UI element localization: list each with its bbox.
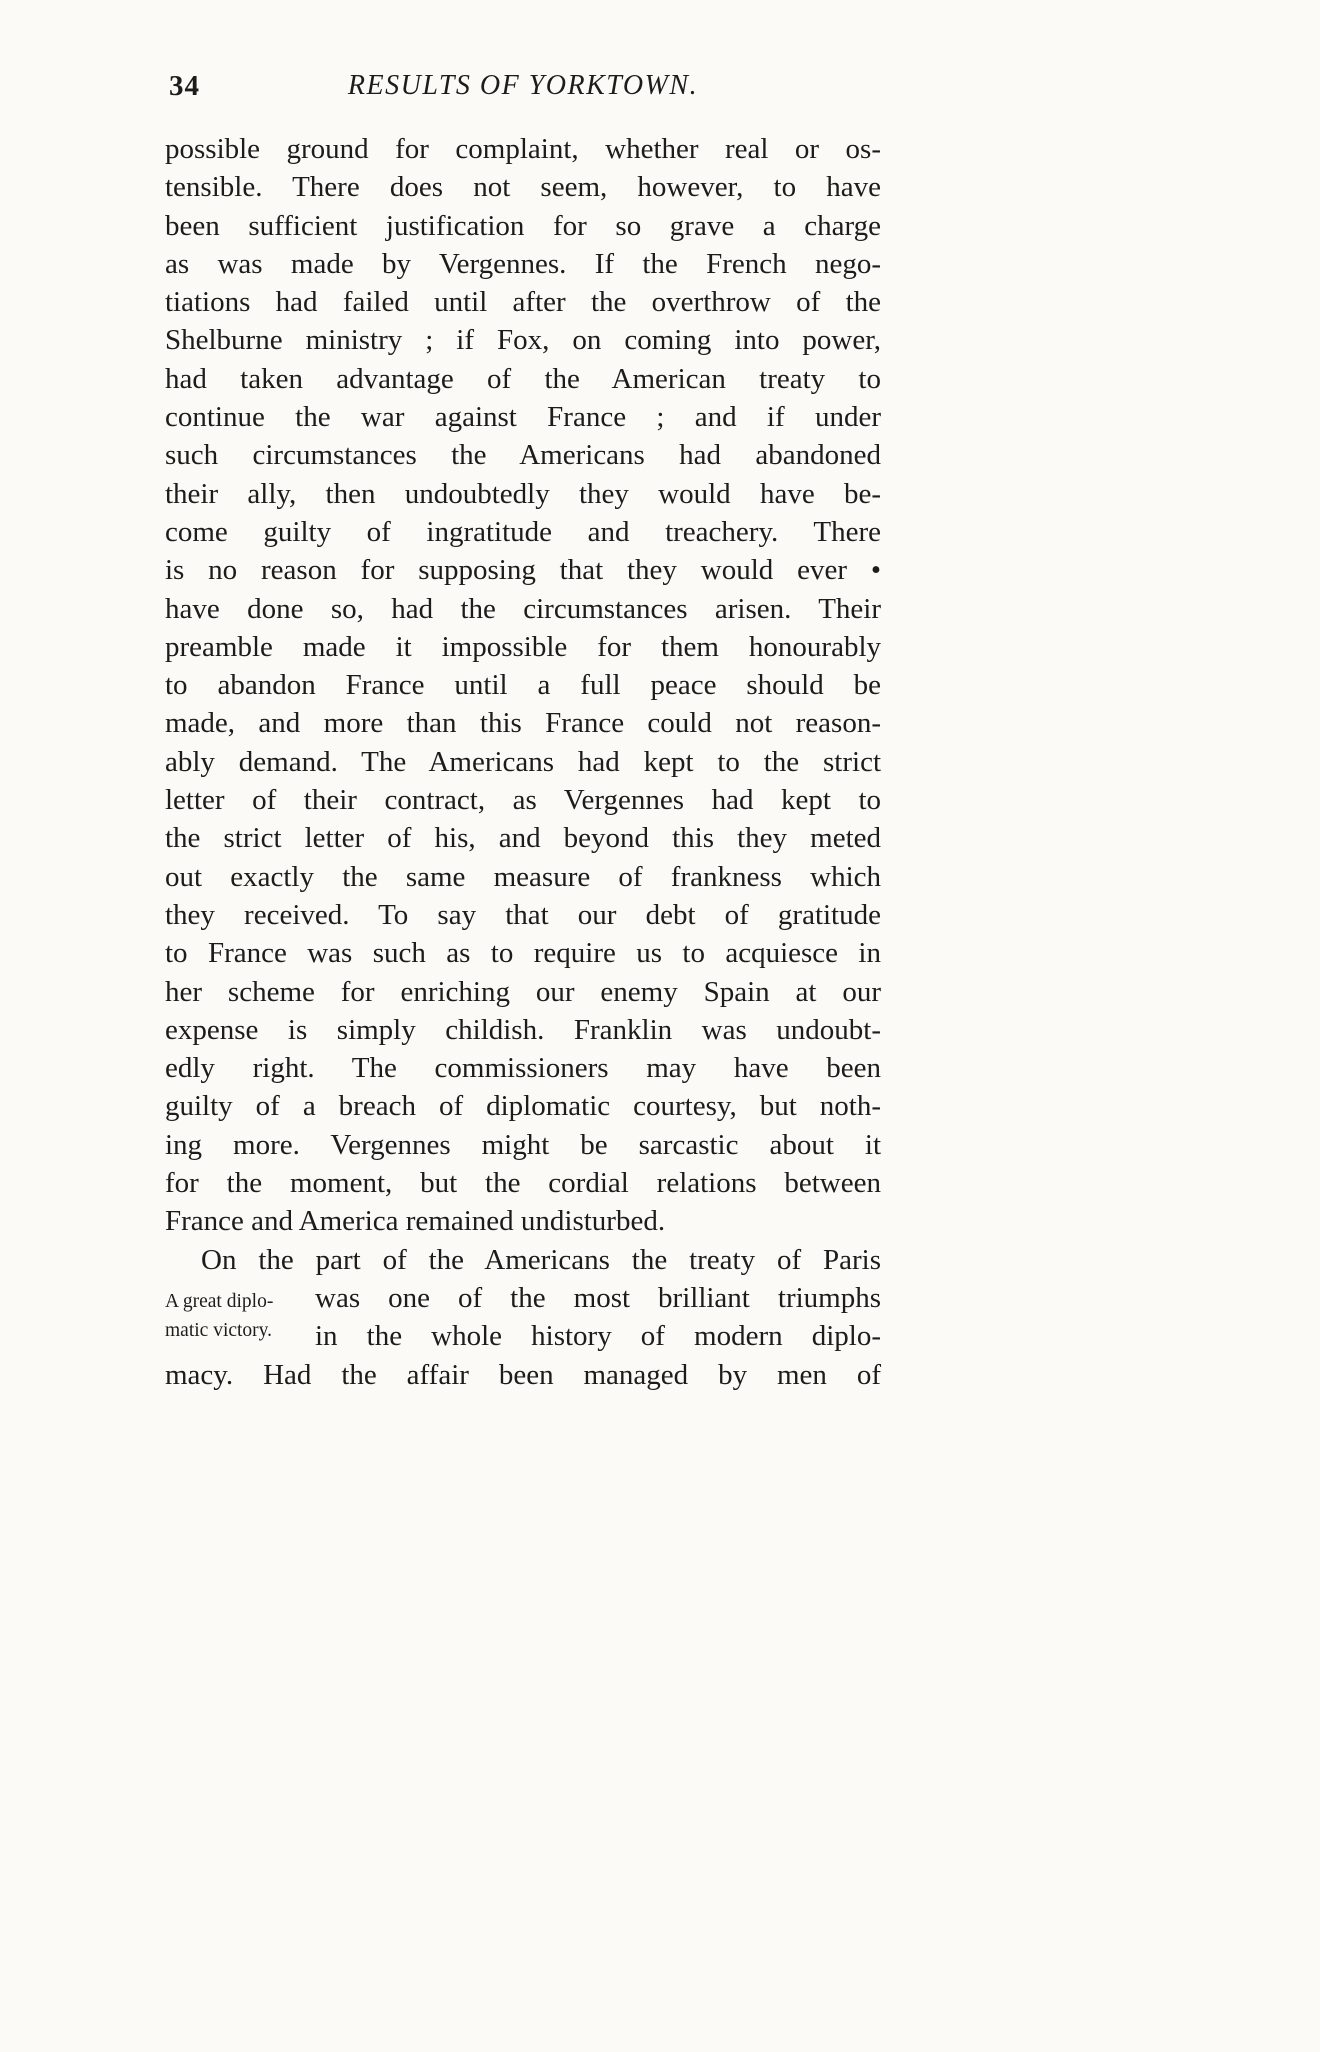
text-line: come guilty of ingratitude and treachery. There	[165, 515, 881, 548]
running-title: RESULTS OF YORKTOWN.	[347, 70, 699, 101]
text-line: was one of the most brilliant triumphs	[315, 1281, 881, 1314]
text-line: as was made by Vergennes. If the French nego-	[165, 247, 881, 280]
text-line: have done so, had the circumstances arisen. Their	[165, 592, 881, 625]
text-line: ably demand. The Americans had kept to the strict	[165, 745, 881, 778]
sidenote	[165, 1287, 313, 1345]
indented-lines	[315, 1279, 881, 1356]
text-line: expense is simply childish. Franklin was undoubt-	[165, 1013, 881, 1046]
text-line: been sufficient justification for so grave a charge	[165, 209, 881, 242]
text-line: out exactly the same measure of frankness which	[165, 860, 881, 893]
text-line: Shelburne ministry ; if Fox, on coming into power,	[165, 324, 881, 357]
text-line: macy. Had the affair been managed by men of	[165, 1358, 881, 1391]
text-line: to France was such as to require us to acquiesce in	[165, 937, 881, 970]
text-line: made, and more than this France could not reason-	[165, 707, 881, 740]
text-line: France and America remained undisturbed.	[165, 1205, 666, 1238]
text-line: is no reason for supposing that they would ever •	[165, 554, 881, 587]
paragraph-2	[165, 1241, 881, 1394]
sidenote-line: A great diplo-	[165, 1290, 274, 1312]
text-line: for the moment, but the cordial relations between	[165, 1167, 881, 1200]
text-line: their ally, then undoubtedly they would have be-	[165, 477, 881, 510]
text-line: continue the war against France ; and if under	[165, 401, 881, 434]
text-line: had taken advantage of the American treaty to	[165, 362, 881, 395]
text-line: ing more. Vergennes might be sarcastic about it	[165, 1128, 881, 1161]
text-line: to abandon France until a full peace should be	[165, 669, 881, 702]
paragraph-1	[165, 130, 881, 1241]
text-line: tensible. There does not seem, however, to have	[165, 171, 881, 204]
text-line: tiations had failed until after the overthrow of the	[165, 286, 881, 319]
page-header	[165, 68, 881, 110]
text-line: preamble made it impossible for them honourably	[165, 630, 881, 663]
text-line: in the whole history of modern diplo-	[315, 1320, 881, 1353]
text-line: her scheme for enriching our enemy Spain at our	[165, 975, 881, 1008]
text-line: they received. To say that our debt of gratitude	[165, 898, 881, 931]
text-line: letter of their contract, as Vergennes had kept to	[165, 784, 881, 817]
page-number: 34	[169, 70, 200, 102]
text-line: the strict letter of his, and beyond this they meted	[165, 822, 881, 855]
text-line: guilty of a breach of diplomatic courtesy, but noth-	[165, 1090, 881, 1123]
sidenote-line: matic victory.	[165, 1319, 273, 1341]
text-line: such circumstances the Americans had abandoned	[165, 439, 881, 472]
text-line: possible ground for complaint, whether real or os-	[165, 133, 881, 165]
text-line: On the part of the Americans the treaty of Paris	[201, 1243, 881, 1276]
text-line: edly right. The commissioners may have been	[165, 1052, 881, 1085]
text-block	[165, 68, 881, 1394]
